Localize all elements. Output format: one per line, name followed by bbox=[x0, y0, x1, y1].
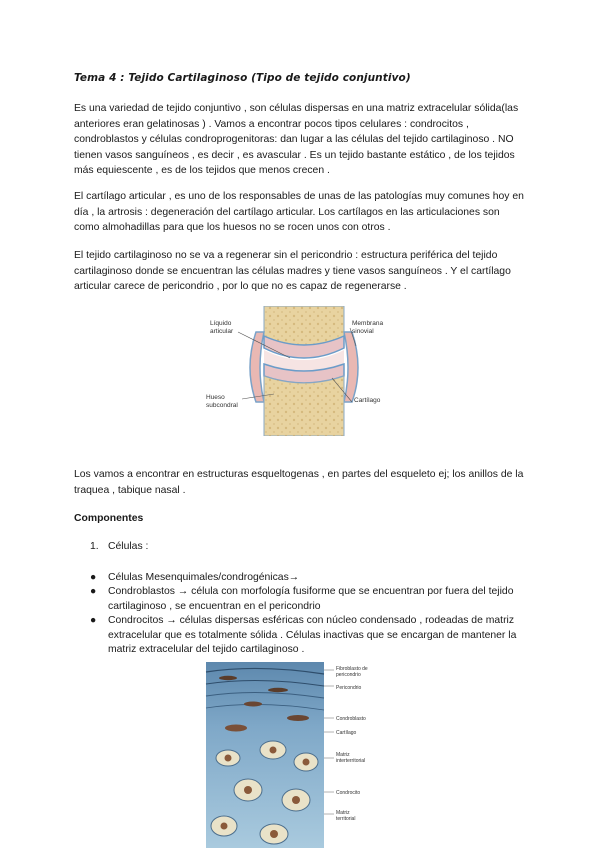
list-item: ● Condroblastos → célula con morfología fusiforme que se encuentran por fuera del tejido cartilaginoso , se encuentran en el pericondrio bbox=[90, 586, 514, 612]
label-sinovial: sinovial bbox=[352, 328, 374, 335]
numbered-item-celulas bbox=[90, 541, 148, 552]
paragraph-articular-cartilage: El cartílago articular , es uno de los responsables de unas de las patologías muy comunes hoy en día , la artrosis : degeneración del cartílago articular. Los cartílagos en las articulaciones son como almohadillas para que los huesos no se rocen unos con otros . bbox=[74, 191, 524, 234]
label-pericondrio: Pericondrio bbox=[336, 685, 362, 691]
page-title: Tema 4 : Tejido Cartilaginoso (Tipo de tejido conjuntivo) bbox=[74, 72, 411, 84]
bullet-icon: ● bbox=[90, 572, 97, 583]
joint-diagram bbox=[204, 306, 400, 436]
bullet-icon: ● bbox=[90, 615, 97, 627]
list-item: ● Condrocitos → células dispersas esféricas con núcleo condensado , rodeadas de matriz extracelular que es totalmente sólida . Células inactivas que se encargan de mantener la matriz extracelular del tejido cartilaginoso . bbox=[90, 615, 517, 656]
paragraph-intro: Es una variedad de tejido conjuntivo , son células dispersas en una matriz extracelular sólida(las anteriores eran gelatinosas ) . Vamos a encontrar pocos tipos celulares : condrocitos , condroblastos y células condroprogenitoras: dan lugar a las células del tejido cartilaginoso . NO tienen vasos sanguíneos , es decir , es avascular . Es un tejido bastante estático , de los tejidos más equiescente , es de los tejidos que menos crecen . bbox=[74, 103, 519, 177]
bullet-icon: ● bbox=[90, 586, 97, 598]
label-articular: articular bbox=[210, 328, 234, 335]
label-matriz-territorial: Matriz bbox=[336, 810, 350, 816]
label-cartilago: Cartílago bbox=[336, 730, 357, 736]
label-fibroblasto: Fibroblasto de bbox=[336, 666, 368, 672]
list-number: 1. bbox=[90, 541, 99, 552]
cartilage-histology-figure bbox=[198, 662, 388, 848]
label-fibroblasto-pericondrio: pericondrio bbox=[336, 672, 361, 678]
label-subcondral: subcondral bbox=[206, 402, 238, 409]
paragraph-pericondrio: El tejido cartilaginoso no se va a regenerar sin el pericondrio : estructura periférica del tejido cartilaginoso donde se encuentran las células madres y tiene vasos sanguíneos . Y el cartílago articular carece de pericondrio , por lo que no es capaz de regenerarse . bbox=[74, 250, 511, 293]
section-heading-componentes: Componentes bbox=[74, 513, 144, 524]
label-cartilago: Cartílago bbox=[354, 397, 381, 404]
label-territorial: territorial bbox=[336, 816, 356, 822]
label-condrocito: Condrocito bbox=[336, 790, 361, 796]
label-interterritorial: interterritorial bbox=[336, 758, 366, 764]
label-matriz-inter: Matriz bbox=[336, 752, 350, 758]
list-item: ● Células Mesenquimales/condrogénicas→ bbox=[90, 571, 530, 585]
label-liquido: Líquido bbox=[210, 320, 232, 327]
label-condroblasto: Condroblasto bbox=[336, 716, 366, 722]
label-membrana: Membrana bbox=[352, 320, 384, 327]
list-label: Células : bbox=[108, 541, 149, 552]
label-hueso: Hueso bbox=[206, 394, 225, 401]
bullet-list bbox=[90, 571, 530, 657]
paragraph-locations: Los vamos a encontrar en estructuras esqueltogenas , en partes del esqueleto ej; los anillos de la traquea , tabique nasal . bbox=[74, 469, 524, 496]
